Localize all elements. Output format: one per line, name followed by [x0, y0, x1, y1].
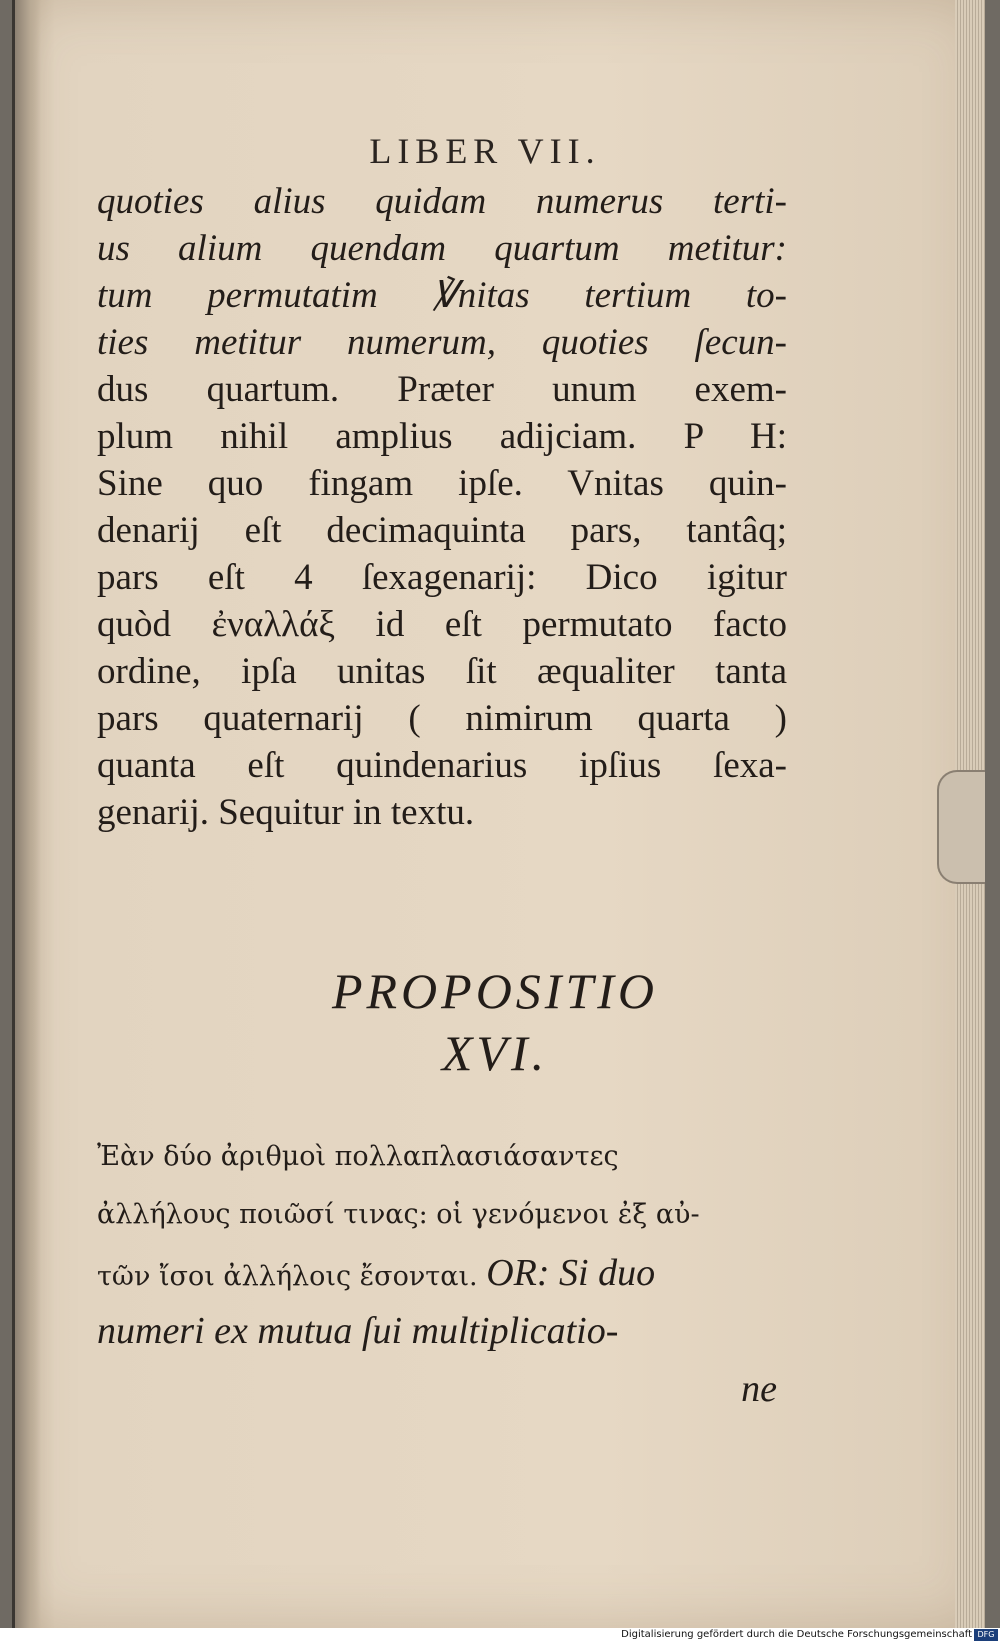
- text-line: quoties alius quidam numerus terti-: [97, 181, 787, 222]
- latin-text: OR: Si duo: [486, 1252, 656, 1294]
- greek-line: ἀλλήλους ποιῶσί τινας: οἱ γενόμενοι ἐξ αὐ-: [97, 1199, 700, 1230]
- text-line: quòd ἐναλλάξ id eſt permutato facto: [97, 604, 787, 645]
- proposition-title-line: PROPOSITIO: [331, 963, 659, 1019]
- catchword: ne: [741, 1368, 777, 1410]
- text-line: pars eſt 4 ſexagenarij: Dico igitur: [97, 557, 787, 598]
- funding-notice: Digitalisierung gefördert durch die Deutsche Forschungsgemeinschaft: [621, 1629, 972, 1640]
- dfg-logo: DFG: [974, 1629, 998, 1641]
- book-page: [12, 0, 985, 1628]
- latin-line: numeri ex mutua ſui multiplicatio-: [97, 1310, 619, 1352]
- proposition-title: [15, 960, 975, 1084]
- text-line: Sine quo fingam ipſe. Vnitas quin-: [97, 463, 787, 504]
- text-line: ties metitur numerum, quoties ſecun-: [97, 322, 787, 363]
- text-line: us alium quendam quartum metitur:: [97, 228, 787, 269]
- running-head: LIBER VII.: [369, 131, 601, 171]
- greek-latin-line: [97, 1244, 787, 1302]
- text-line: genarij. Sequitur in textu.: [97, 792, 475, 833]
- text-line: tum permutatim ℣nitas tertium to-: [97, 275, 787, 316]
- text-line: denarij eſt decimaquinta pars, tantâq;: [97, 510, 787, 551]
- main-text: [97, 178, 787, 836]
- greek-line: Ἐὰν δύο ἀριθμοὶ πολλαπλασιάσαντες: [97, 1141, 619, 1172]
- page-gutter: [15, 0, 41, 1628]
- proposition-text: [97, 1128, 787, 1418]
- text-line: pars quaternarij ( nimirum quarta ): [97, 698, 787, 739]
- greek-text: τῶν ἴσοι ἀλλήλοις ἔσονται.: [97, 1261, 478, 1292]
- book-clasp: [937, 770, 985, 884]
- footer-bar: [0, 1628, 1000, 1642]
- text-line: quanta eſt quindenarius ipſius ſexa-: [97, 745, 787, 786]
- text-line: plum nihil amplius adijciam. P H:: [97, 416, 787, 457]
- proposition-number: XVI.: [441, 1025, 549, 1081]
- text-line: ordine, ipſa unitas ſit æqualiter tanta: [97, 651, 787, 692]
- text-line: dus quartum. Præter unum exem-: [97, 369, 787, 410]
